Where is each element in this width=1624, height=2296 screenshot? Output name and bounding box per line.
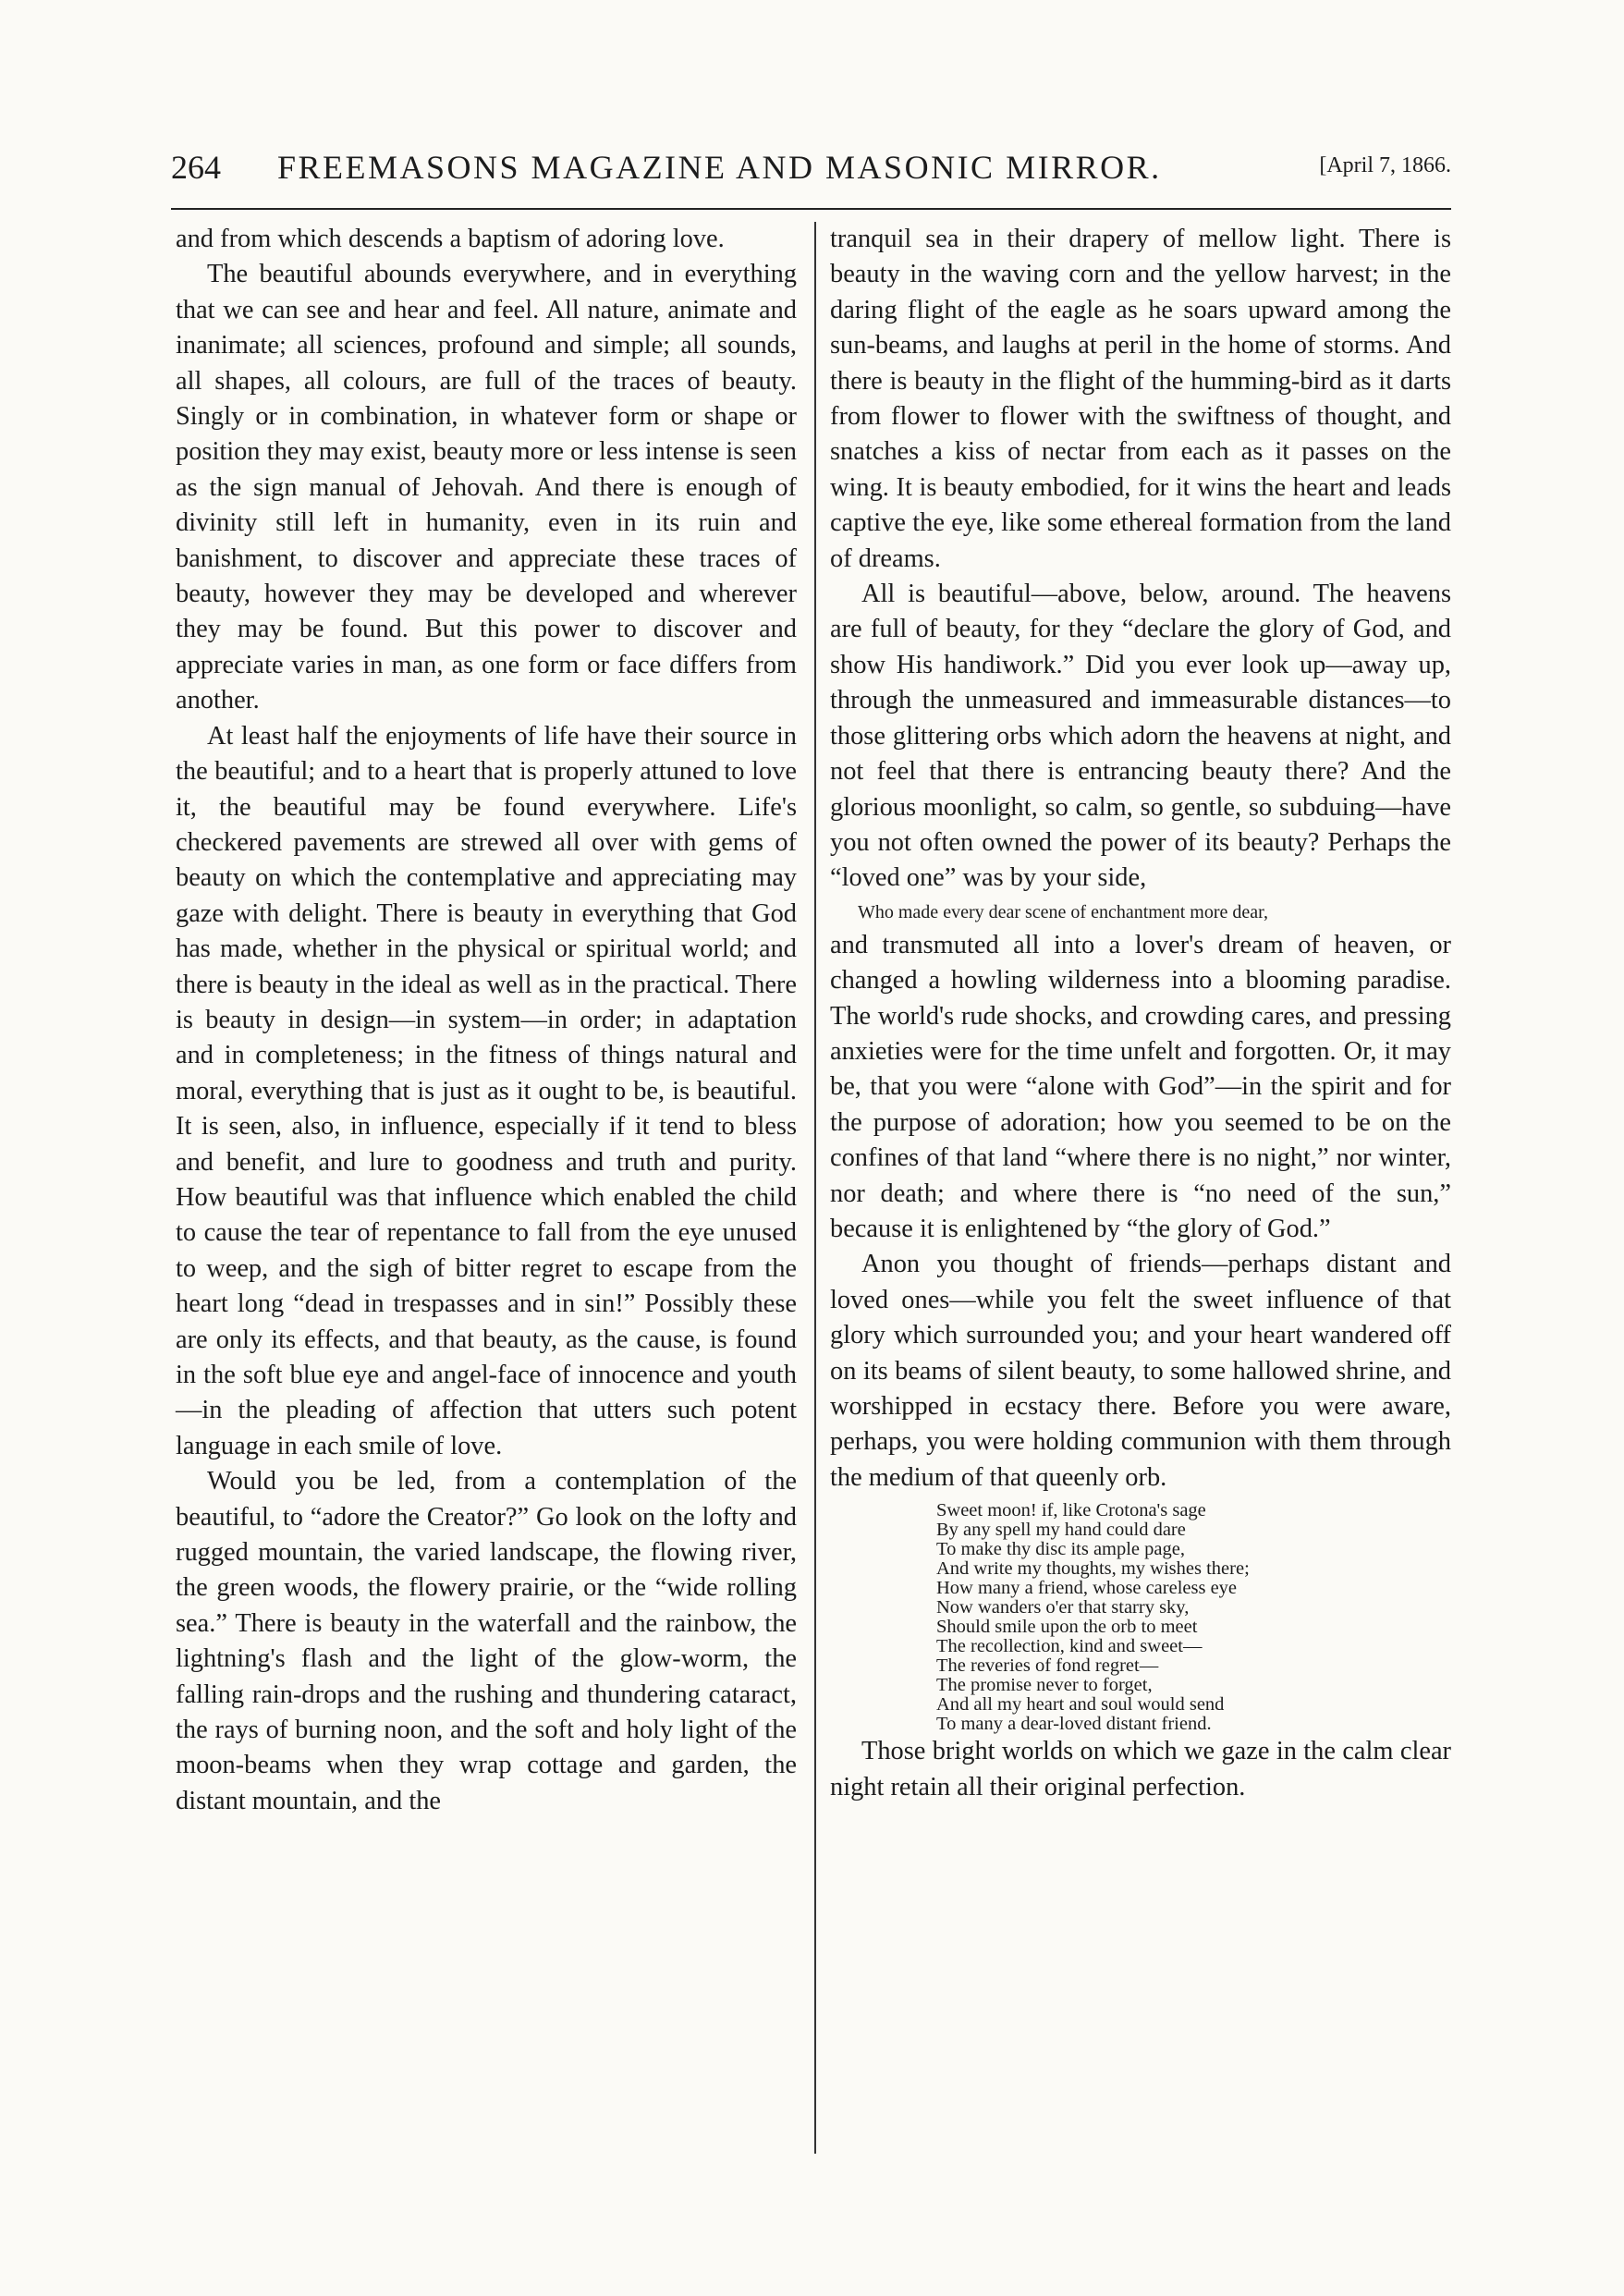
paragraph: All is beautiful—above, below, around. The heavens are full of beauty, for they “declare the glory of God, and show His handiwork.” Did you ever look up—away up, through the unmeasured and immeasurable distances—to those glittering orbs which adorn the heavens at night, and not feel that there is entrancing beauty there? And the glorious moonlight, so calm, so gentle, so subduing—have you not often owned the power of its beauty? Perhaps the “loved one” was by your side, (830, 580, 1451, 893)
paragraph: and transmuted all into a lover's dream of heaven, or changed a howling wilderness into a blooming paradise. The world's rude shocks, and crowding cares, and pressing anxieties were for the time unfelt and forgotten. Or, it may be, that you were “alone with God”—in the spirit and for the purpose of adoration; how you seemed to be on the confines of that land “where there is no night,” nor winter, nor death; and where there is “no need of the sun,” because it is enlightened by “the glory of God.” (830, 930, 1451, 1243)
page-header (171, 148, 1451, 203)
poem-line: The reveries of fond regret— (936, 1655, 1159, 1677)
header-rule (171, 208, 1451, 210)
poem-line: To many a dear-loved distant friend. (936, 1714, 1212, 1735)
poem-line: And write my thoughts, my wishes there; (936, 1558, 1250, 1580)
poem-line: And all my heart and soul would send (936, 1694, 1225, 1716)
running-title: FREEMASONS MAGAZINE AND MASONIC MIRROR. (277, 149, 1162, 186)
right-column (830, 222, 1451, 1805)
poem-line: To make thy disc its ample page, (936, 1539, 1185, 1560)
paragraph: The beautiful abounds everywhere, and in everything that we can see and hear and feel. All nature, animate and inanimate; all sciences, profound and simple; all sounds, all shapes, all colours, are full of the traces of beauty. Singly or in combination, in whatever form or shape or position they may exist, beauty more or less intense is seen as the sign manual of Jehovah. And there is enough of divinity still left in humanity, even in its ruin and banishment, to discover and appreciate these traces of beauty, however they may be developed and wherever they may be found. But this power to discover and appreciate varies in man, as one form or face differs from another. (176, 260, 797, 715)
page-number: 264 (171, 149, 221, 186)
poem-line: The promise never to forget, (936, 1675, 1153, 1696)
quoted-verse: Who made every dear scene of enchantment more dear, (858, 901, 1268, 922)
paragraph: Would you be led, from a contemplation of the beautiful, to “adore the Creator?” Go look on the lofty and rugged mountain, the varied landscape, the flowing river, the green woods, the flowery prairie, or the “wide rolling sea.” There is beauty in the waterfall and the rainbow, the lightning's flash and the light of the glow-worm, the falling rain-drops and the rushing and thundering cataract, the rays of burning noon, and the soft and holy light of the moon-beams when they wrap cottage and garden, the distant mountain, and the (176, 1467, 797, 1815)
poem-line: Now wanders o'er that starry sky, (936, 1597, 1190, 1618)
poem-line: By any spell my hand could dare (936, 1520, 1186, 1541)
paragraph: Those bright worlds on which we gaze in the calm clear night retain all their original perfection. (830, 1737, 1451, 1801)
poem-line: Sweet moon! if, like Crotona's sage (936, 1500, 1206, 1521)
paragraph: and from which descends a baptism of adoring love. (176, 225, 725, 253)
issue-date: [April 7, 1866. (1319, 153, 1451, 177)
poem-line: Should smile upon the orb to meet (936, 1617, 1198, 1638)
paragraph: Anon you thought of friends—perhaps distant and loved ones—while you felt the sweet influence of that glory which surrounded you; and your heart wandered off on its beams of silent beauty, to some hallowed shrine, and worshipped in ecstacy there. Before you were aware, perhaps, you were holding communion with them through the medium of that queenly orb. (830, 1250, 1451, 1492)
left-column (176, 222, 797, 1819)
poem-line: The recollection, kind and sweet— (936, 1636, 1203, 1657)
paragraph: At least half the enjoyments of life have their source in the beautiful; and to a heart that is properly attuned to love it, the beautiful may be found everywhere. Life's checkered pavements are strewed all over with gems of beauty on which the contemplative and appreciating may gaze with delight. There is beauty in everything that God has made, whether in the physical or spiritual world; and there is beauty in the ideal as well as in the practical. There is beauty in design—in system—in order; in adaptation and in completeness; in the fitness of things natural and moral, everything that is just as it ought to be, is beautiful. It is seen, also, in influence, especially if it tend to bless and benefit, and lure to goodness and truth and purity. How beautiful was that influence which enabled the child to cause the tear of repentance to fall from the eye unused to weep, and the sigh of bitter regret to escape from the heart long “dead in trespasses and in sin!” Possibly these are only its effects, and that beauty, as the cause, is found in the soft blue eye and angel-face of innocence and youth—in the pleading of affection that utters such potent language in each smile of love. (176, 721, 797, 1460)
poem-line: How many a friend, whose careless eye (936, 1578, 1238, 1599)
poem (936, 1501, 1451, 1734)
column-divider (814, 222, 816, 2154)
paragraph: tranquil sea in their drapery of mellow light. There is beauty in the waving corn and the yellow harvest; in the daring flight of the eagle as he soars upward among the sun-beams, and laughs at peril in the home of storms. And there is beauty in the flight of the humming-bird as it darts from flower to flower with the swiftness of thought, and snatches a kiss of nectar from each as it passes on the wing. It is beauty embodied, for it wins the heart and leads captive the eye, like some ethereal formation from the land of dreams. (830, 225, 1451, 573)
